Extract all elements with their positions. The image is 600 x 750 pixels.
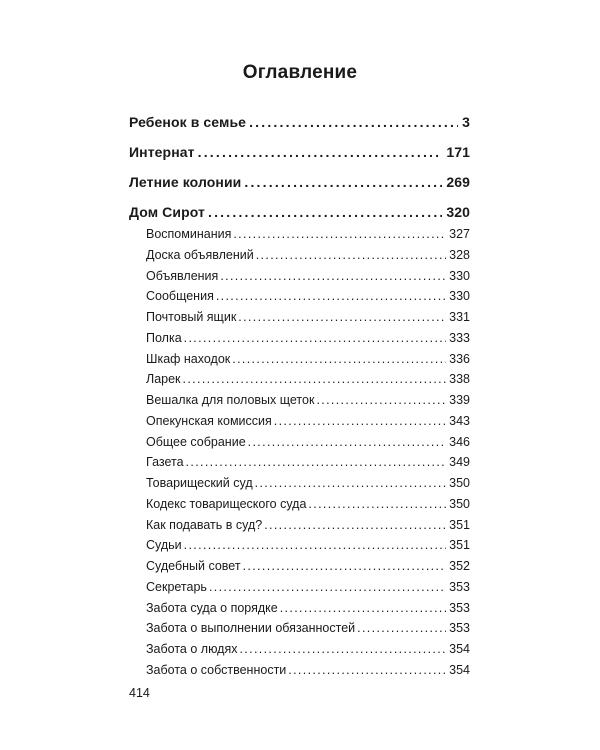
toc-section-title: Воспоминания [146, 227, 232, 241]
toc-chapter-page: 171 [446, 144, 470, 160]
toc-section [146, 266, 470, 287]
dot-leader [243, 556, 447, 577]
toc-section [146, 286, 470, 307]
dot-leader [183, 369, 447, 390]
toc-section-title: Забота о собственности [146, 662, 287, 677]
toc-section-page: 328 [449, 247, 470, 262]
toc-section-title: Шкаф находок [146, 351, 231, 366]
toc-section-page: 346 [449, 434, 470, 449]
toc-section-page: 353 [449, 621, 470, 636]
toc-section [146, 473, 470, 494]
page-title: Оглавление [242, 62, 358, 83]
toc-chapter-page: 269 [446, 174, 470, 190]
toc-section-title: Газета [146, 455, 184, 470]
toc-section-page: 327 [449, 227, 470, 241]
dot-leader [208, 202, 442, 222]
dot-leader [184, 328, 446, 349]
toc-section [146, 369, 470, 390]
dot-leader [209, 577, 446, 598]
toc-section [146, 535, 470, 556]
toc-section-title: Судебный совет [146, 559, 241, 573]
dot-leader [316, 390, 446, 411]
toc-section-title: Вешалка для половых щеток [146, 393, 315, 407]
toc-chapter-title: Дом Сирот [129, 204, 205, 220]
dot-leader [288, 660, 446, 681]
toc-chapter-page: 320 [446, 204, 470, 220]
toc-section [146, 245, 470, 266]
dot-leader [280, 598, 446, 619]
toc-section [146, 307, 470, 328]
dot-leader [244, 172, 442, 192]
dot-leader [238, 307, 446, 328]
toc-section [146, 598, 470, 619]
dot-leader [308, 494, 446, 515]
toc-section-title: Объявления [146, 268, 219, 283]
toc-section-page: 339 [449, 393, 470, 407]
toc-section-page: 351 [449, 517, 470, 532]
toc-section [146, 577, 470, 598]
toc-section-title: Судьи [146, 538, 182, 553]
toc-section-page: 353 [449, 579, 470, 594]
toc-section-title: Опекунская комиссия [146, 413, 272, 428]
toc-section [146, 494, 470, 515]
toc-section-title: Ларек [146, 372, 181, 387]
toc-section-page: 333 [449, 330, 470, 345]
toc-chapter-title: Летние колонии [129, 174, 242, 190]
toc-chapter-page: 3 [462, 114, 470, 130]
dot-leader [249, 112, 458, 132]
dot-leader [256, 245, 446, 266]
toc-chapter [129, 172, 470, 202]
toc-section-page: 352 [449, 559, 470, 573]
toc-section [146, 660, 470, 681]
toc-chapter-title: Интернат [129, 144, 195, 160]
dot-leader [255, 473, 447, 494]
toc-section-page: 331 [449, 310, 470, 324]
table-of-contents [129, 112, 470, 681]
toc-section-title: Доска объявлений [146, 247, 254, 262]
page-number: 414 [129, 686, 150, 700]
toc-section-title: Сообщения [146, 289, 214, 304]
toc-section-title: Забота о выполнении обязанностей [146, 621, 356, 636]
toc-section [146, 411, 470, 432]
dot-leader [232, 349, 446, 370]
toc-section [146, 639, 470, 660]
toc-section-page: 330 [449, 268, 470, 283]
toc-section [146, 432, 470, 453]
toc-section [146, 224, 470, 245]
toc-section-page: 353 [449, 600, 470, 615]
dot-leader [357, 618, 446, 639]
toc-section [146, 515, 470, 536]
toc-section-title: Кодекс товарищеского суда [146, 496, 307, 511]
toc-section-title: Забота суда о порядке [146, 600, 278, 615]
toc-chapter-title: Ребенок в семье [129, 114, 247, 130]
toc-chapter [129, 142, 470, 172]
dot-leader [186, 452, 447, 473]
toc-section-page: 354 [449, 662, 470, 677]
toc-section [146, 390, 470, 411]
toc-section-title: Секретарь [146, 579, 207, 594]
toc-section-title: Как подавать в суд? [146, 517, 263, 532]
toc-chapter [129, 202, 470, 224]
toc-section-page: 330 [449, 289, 470, 304]
toc-section-page: 354 [449, 642, 470, 656]
toc-section-page: 336 [449, 351, 470, 366]
dot-leader [184, 535, 446, 556]
toc-section-page: 351 [449, 538, 470, 553]
toc-section-page: 349 [449, 455, 470, 470]
toc-section-title: Полка [146, 330, 182, 345]
toc-section-title: Почтовый ящик [146, 310, 237, 324]
toc-section-page: 343 [449, 413, 470, 428]
toc-section [146, 328, 470, 349]
toc-section [146, 618, 470, 639]
toc-section-title: Товарищеский суд [146, 476, 253, 490]
dot-leader [264, 515, 446, 536]
dot-leader [216, 286, 446, 307]
toc-section [146, 349, 470, 370]
toc-section-page: 350 [449, 496, 470, 511]
toc-section-page: 350 [449, 476, 470, 490]
toc-section [146, 452, 470, 473]
toc-chapter [129, 112, 470, 142]
toc-section-page: 338 [449, 372, 470, 387]
toc-section-title: Забота о людях [146, 642, 238, 656]
dot-leader [248, 432, 446, 453]
toc-section-title: Общее собрание [146, 434, 246, 449]
dot-leader [198, 142, 443, 162]
toc-subsection-list [129, 224, 470, 681]
toc-section [146, 556, 470, 577]
dot-leader [233, 224, 446, 245]
dot-leader [274, 411, 446, 432]
dot-leader [239, 639, 446, 660]
dot-leader [220, 266, 446, 287]
